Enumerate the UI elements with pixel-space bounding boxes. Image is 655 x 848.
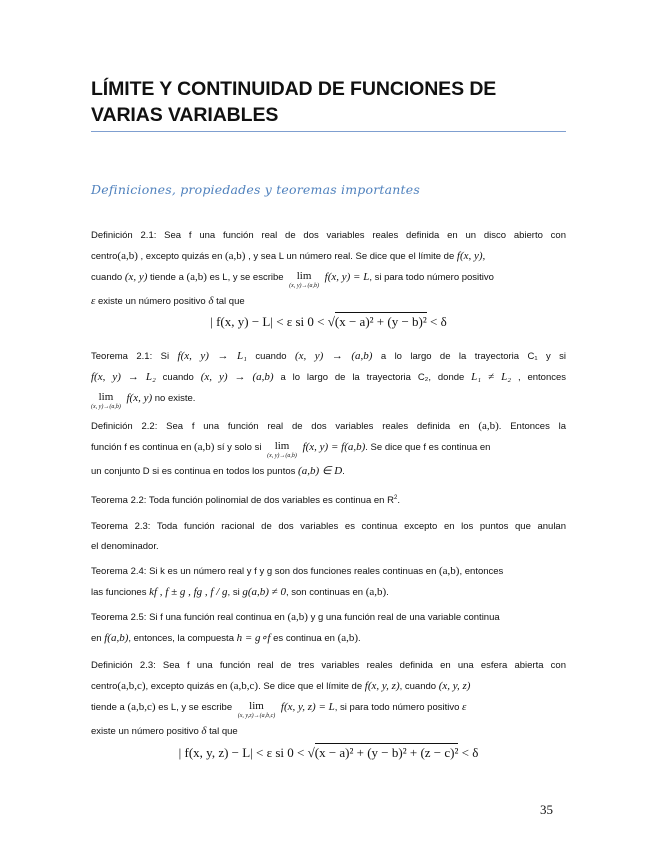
- limit-operator: lim (x, y)→(a,b): [91, 391, 121, 410]
- title-rule: [91, 131, 566, 132]
- def22-line1: Definición 2.2: Sea f una función real de dos variables reales definida en (a,b). Entonces la: [91, 420, 567, 432]
- teo25-line2: en f(a,b), entonces, la compuesta h = g∘f es continua en (a,b).: [91, 632, 361, 644]
- def23-formula: | f(x, y, z) − L| < ε si 0 < √(x − a)² + (y − b)² + (z − c)² < δ: [178, 745, 479, 760]
- page-title: LÍMITE Y CONTINUIDAD DE FUNCIONES DE VARIAS VARIABLES: [91, 78, 497, 126]
- def22-line2: función f es continua en (a,b) sí y solo si lim (x, y)→(a,b) f(x, y) = f(a,b). Se dice que f es continua en: [91, 440, 491, 459]
- def22-line3: un conjunto D si es continua en todos los puntos (a,b) ∈ D.: [91, 465, 345, 477]
- def23-line3: tiende a (a,b,c) es L, y se escribe lim (x, y,z)→(a,b,c) f(x, y, z) = L, si para todo número positivo ε: [91, 700, 467, 719]
- def23-line2: centro(a,b,c), excepto quizás en (a,b,c). Se dice que el límite de f(x, y, z), cuando (x, y, z): [91, 680, 471, 692]
- theorem-2-4: [91, 561, 566, 603]
- section-subtitle: Definiciones, propiedades y teoremas importantes: [91, 182, 420, 197]
- teo21-line2: f(x, y) → L₂ cuando (x, y) → (a,b) a lo largo de la trayectoria C₂, donde L₁ ≠ L₂ , entonces: [91, 371, 567, 383]
- def21-line4: ε existe un número positivo δ tal que: [91, 295, 245, 307]
- def21-line1: Definición 2.1: Sea f una función real de dos variables reales definida en un disco abierto con: [91, 230, 566, 241]
- limit-operator: lim (x, y)→(a,b): [289, 270, 319, 289]
- definition-2-1: [91, 226, 566, 312]
- teo21-line1: Teorema 2.1: Si f(x, y) → L₁ cuando (x, y) → (a,b) a lo largo de la trayectoria C₁ y si: [91, 350, 566, 362]
- def21-line2: centro(a,b) , excepto quizás en (a,b) , y sea L un número real. Se dice que el límite de f(x, y),: [91, 250, 486, 262]
- teo24-line1: Teorema 2.4: Si k es un número real y f y g son dos funciones reales continuas en (a,b), entonces: [91, 565, 504, 577]
- theorem-2-5: [91, 607, 566, 649]
- limit-operator: lim (x, y,z)→(a,b,c): [237, 700, 276, 719]
- definition-2-3: Definición 2.3: Sea f una función real de tres variables reales definida en una esfera abierta con centro(a,b,c), excepto quizás en (a,b,c). Se dice que el límite de f(x, y, z), cuando (x, y, z) tiende a (a,b,c) es L, y se escribe lim (x, y,z)→(a,b,c) f(x, y, z) = L, si para todo número positivo ε existe un número positivo δ tal que: [91, 656, 566, 742]
- teo21-line3: lim (x, y)→(a,b) f(x, y) no existe.: [91, 391, 196, 410]
- theorem-2-2: Teorema 2.2: Toda función polinomial de dos variables es continua en $R^2$.: [91, 495, 400, 507]
- limit-operator: lim (x, y)→(a,b): [267, 440, 297, 459]
- teo25-line1: Teorema 2.5: Si f una función real continua en (a,b) y g una función real de una variable continua: [91, 611, 500, 623]
- def21-formula: | f(x, y) − L| < ε si 0 < √(x − a)² + (y − b)² < δ: [210, 314, 447, 329]
- theorem-2-1: [91, 346, 566, 412]
- page-number: 35: [540, 802, 553, 817]
- def21-line3: cuando (x, y) tiende a (a,b) es L, y se escribe lim (x, y)→(a,b) f(x, y) = L, si para todo número positivo: [91, 270, 494, 289]
- teo24-line2: las funciones kf , f ± g , fg , f / g, si g(a,b) ≠ 0, son continuas en (a,b).: [91, 586, 389, 598]
- def23-line4: existe un número positivo δ tal que: [91, 725, 238, 737]
- definition-2-2: [91, 416, 566, 482]
- theorem-2-3: Teorema 2.3: Toda función racional de dos variables es continua excepto en los puntos que anulan el denominador.: [91, 521, 566, 552]
